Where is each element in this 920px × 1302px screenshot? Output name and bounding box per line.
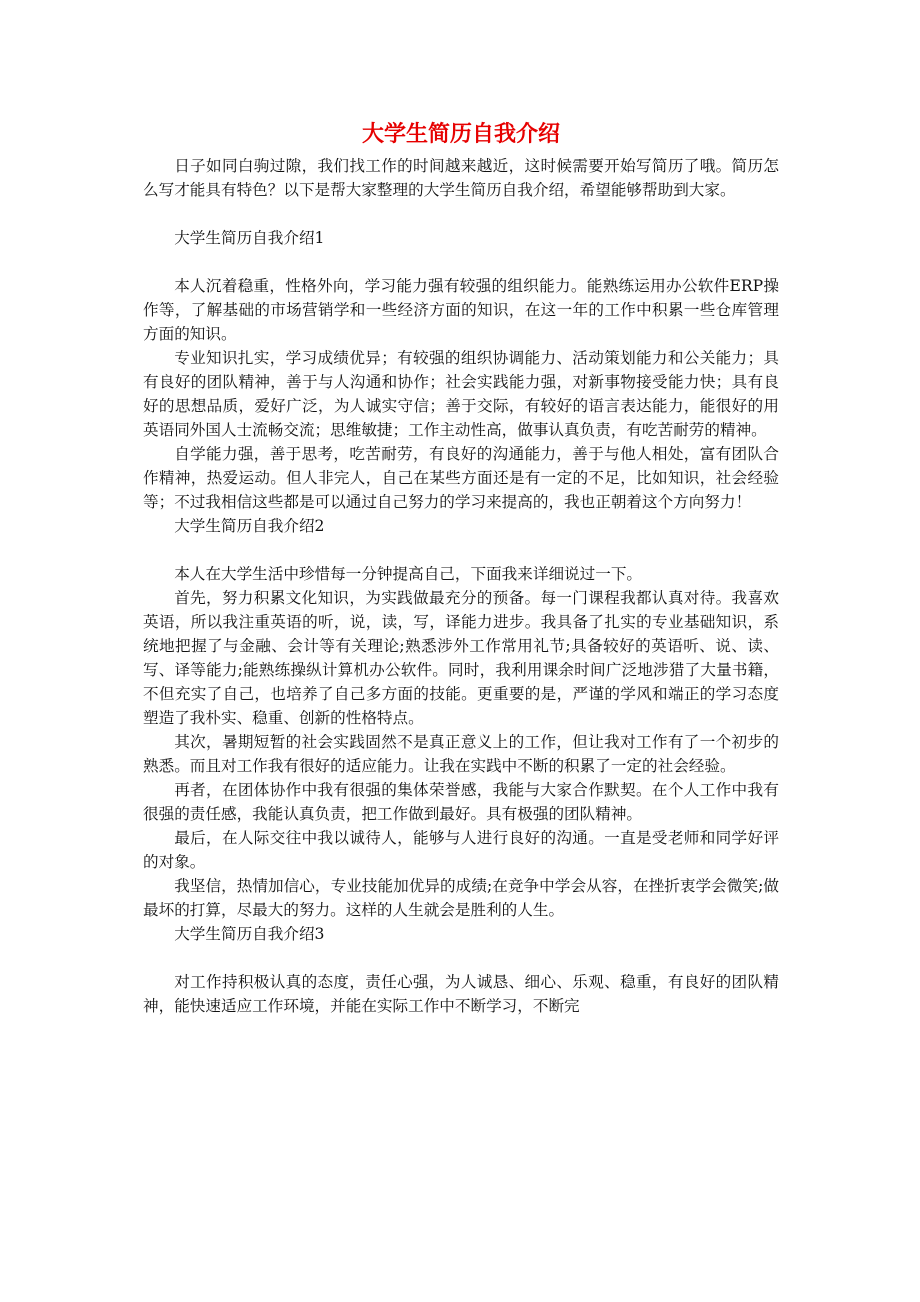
section-2-paragraph-4: 再者，在团体协作中我有很强的集体荣誉感，我能与大家合作默契。在个人工作中我有很强的责任感，我能认真负责，把工作做到最好。具有极强的团队精神。 (143, 781, 779, 823)
document-title: 大学生简历自我介绍 (361, 121, 560, 147)
section-1-paragraph-3: 自学能力强，善于思考，吃苦耐劳，有良好的沟通能力，善于与他人相处，富有团队合作精神，热爱运动。但人非完人，自己在某些方面还是有一定的不足，比如知识，社会经验等；不过我相信这些都是可以通过自己努力的学习来提高的，我也正朝着这个方向努力！ (143, 445, 779, 511)
section-2-paragraph-3: 其次，暑期短暂的社会实践固然不是真正意义上的工作，但让我对工作有了一个初步的熟悉。而且对工作我有很好的适应能力。让我在实践中不断的积累了一定的社会经验。 (143, 733, 779, 775)
section-1-paragraph-1: 本人沉着稳重，性格外向，学习能力强有较强的组织能力。能熟练运用办公软件ERP操作等，了解基础的市场营销学和一些经济方面的知识，在这一年的工作中积累一些仓库管理方面的知识。 (143, 277, 779, 343)
document-page (143, 118, 779, 1018)
intro-paragraph: 日子如同白驹过隙，我们找工作的时间越来越近，这时候需要开始写简历了哦。简历怎么写才能具有特色？以下是帮大家整理的大学生简历自我介绍，希望能够帮助到大家。 (143, 157, 779, 199)
section-heading-1: 大学生简历自我介绍1 (174, 229, 325, 247)
spacer (143, 202, 779, 226)
section-heading-2: 大学生简历自我介绍2 (174, 517, 325, 535)
spacer (143, 250, 779, 274)
spacer (143, 538, 779, 562)
section-2-paragraph-1: 本人在大学生活中珍惜每一分钟提高自己，下面我来详细说过一下。 (174, 565, 643, 583)
spacer (143, 946, 779, 970)
section-1-paragraph-2: 专业知识扎实，学习成绩优异；有较强的组织协调能力、活动策划能力和公关能力；具有良好的团队精神，善于与人沟通和协作；社会实践能力强，对新事物接受能力快；具有良好的思想品质，爱好广泛，为人诚实守信；善于交际，有较好的语言表达能力，能很好的用英语同外国人士流畅交流；思维敏捷；工作主动性高，做事认真负责，有吃苦耐劳的精神。 (143, 349, 779, 439)
section-2-paragraph-6: 我坚信，热情加信心，专业技能加优异的成绩;在竞争中学会从容，在挫折衷学会微笑;做最坏的打算，尽最大的努力。这样的人生就会是胜利的人生。 (143, 877, 779, 919)
section-heading-3: 大学生简历自我介绍3 (174, 925, 325, 943)
section-2-paragraph-5: 最后，在人际交往中我以诚待人，能够与人进行良好的沟通。一直是受老师和同学好评的对象。 (143, 829, 779, 871)
section-2-paragraph-2: 首先，努力积累文化知识，为实践做最充分的预备。每一门课程我都认真对待。我喜欢英语，所以我注重英语的听，说，读，写，译能力进步。我具备了扎实的专业基础知识，系统地把握了与金融、会计等有关理论;熟悉涉外工作常用礼节;具备较好的英语听、说、读、写、译等能力;能熟练操纵计算机办公软件。同时，我利用课余时间广泛地涉猎了大量书籍，不但充实了自己，也培养了自己多方面的技能。更重要的是，严谨的学风和端正的学习态度塑造了我朴实、稳重、创新的性格特点。 (143, 589, 779, 727)
section-3-paragraph-1: 对工作持积极认真的态度，责任心强，为人诚恳、细心、乐观、稳重，有良好的团队精神，能快速适应工作环境，并能在实际工作中不断学习，不断完 (143, 973, 779, 1015)
